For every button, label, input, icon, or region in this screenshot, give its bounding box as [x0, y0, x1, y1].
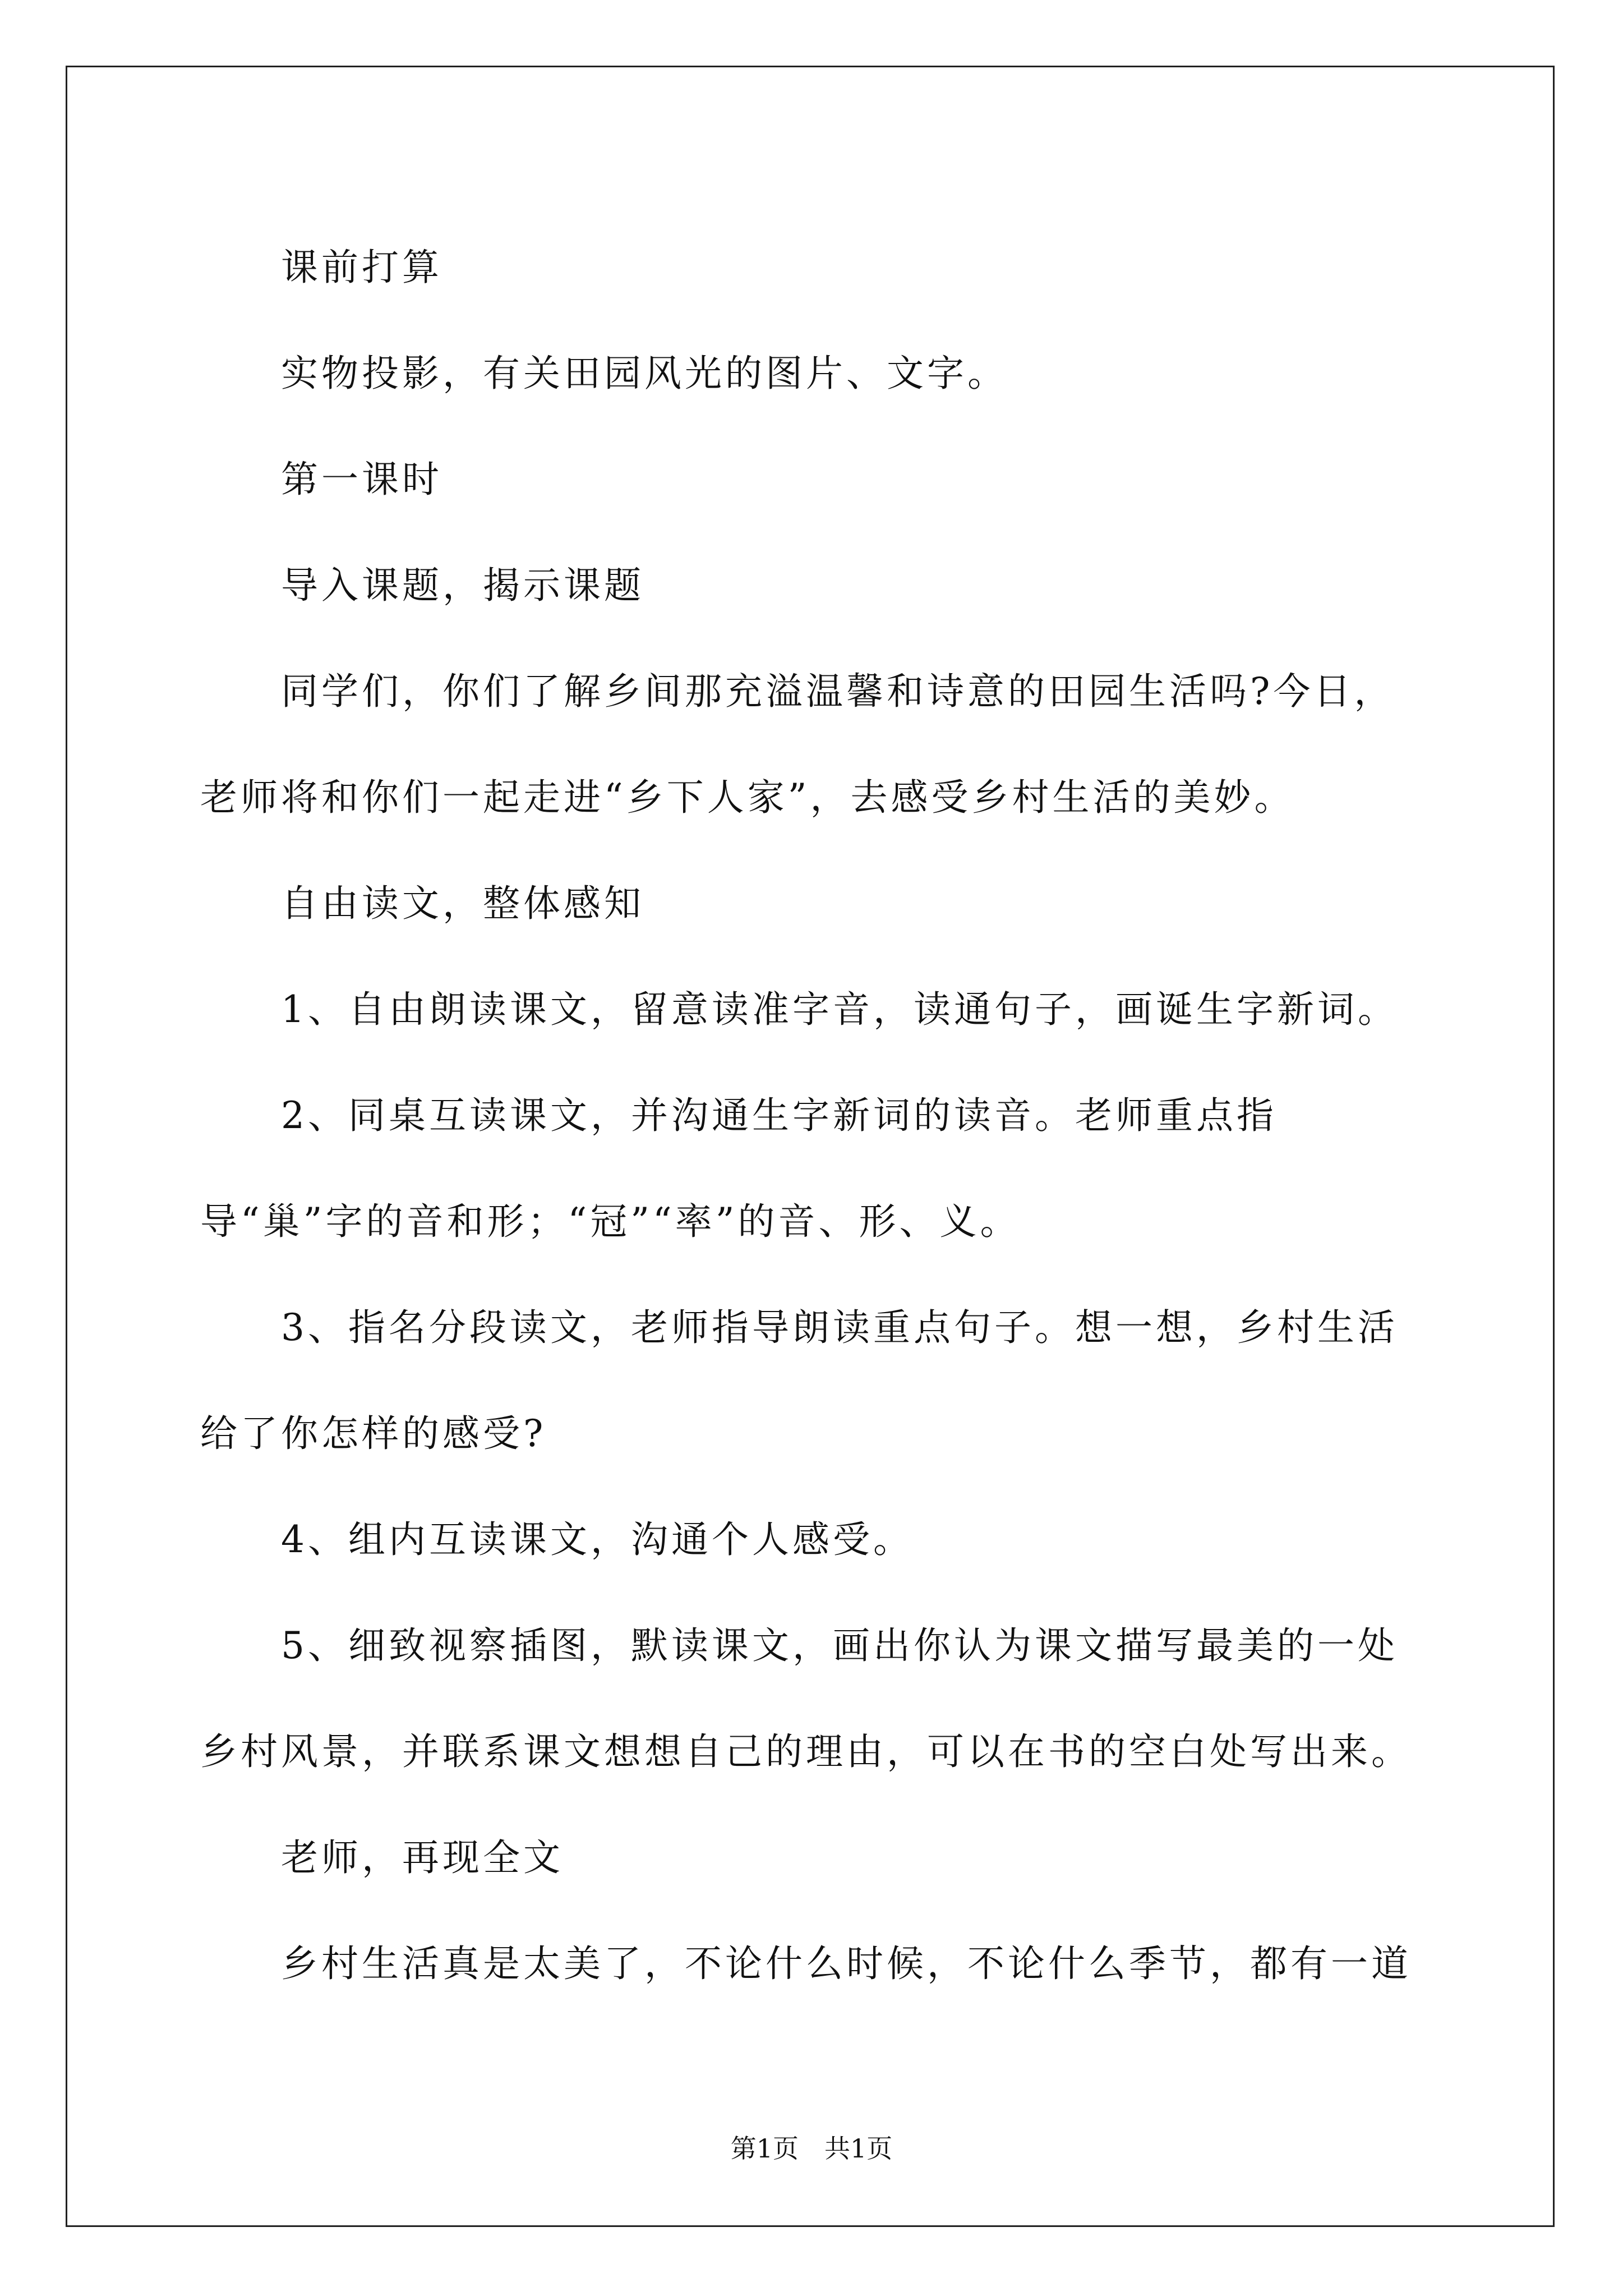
paragraph-review-heading: 老师，再现全文	[281, 1836, 564, 1879]
paragraph-step-4: 4、组内互读课文，沟通个人感受。	[281, 1518, 914, 1561]
paragraph-step-1: 1、自由朗读课文，留意读准字音，读通句子，画诞生字新词。	[281, 988, 1398, 1031]
paragraph-step-2: 2、同桌互读课文，并沟通生字新词的读音。老师重点指导“巢”字的音和形；“冠”“率”的音、形、义。	[200, 1094, 1277, 1243]
page-number-footer: 第1页 共1页	[730, 2133, 893, 2164]
paragraph-materials: 实物投影，有关田园风光的图片、文字。	[281, 352, 1008, 395]
paragraph-prep-heading: 课前打算	[281, 246, 442, 289]
paragraph-closing-text: 乡村生活真是太美了，不论什么时候，不论什么季节，都有一道	[281, 1942, 1412, 1985]
paragraph-lesson-one-heading: 第一课时	[281, 458, 442, 501]
paragraph-intro-heading: 导入课题，揭示课题	[281, 564, 644, 607]
paragraph-reading-heading: 自由读文，整体感知	[281, 882, 644, 925]
document-body	[200, 214, 1428, 2017]
paragraph-step-3: 3、指名分段读文，老师指导朗读重点句子。想一想，乡村生活给了你怎样的感受?	[200, 1306, 1398, 1455]
paragraph-step-5: 5、细致视察插图，默读课文，画出你认为课文描写最美的一处乡村风景，并联系课文想想自己的理由，可以在书的空白处写出来。	[200, 1624, 1412, 1773]
paragraph-intro-text: 同学们，你们了解乡间那充溢温馨和诗意的田园生活吗?今日，老师将和你们一起走进“乡下人家”，去感受乡村生活的美妙。	[200, 670, 1395, 819]
